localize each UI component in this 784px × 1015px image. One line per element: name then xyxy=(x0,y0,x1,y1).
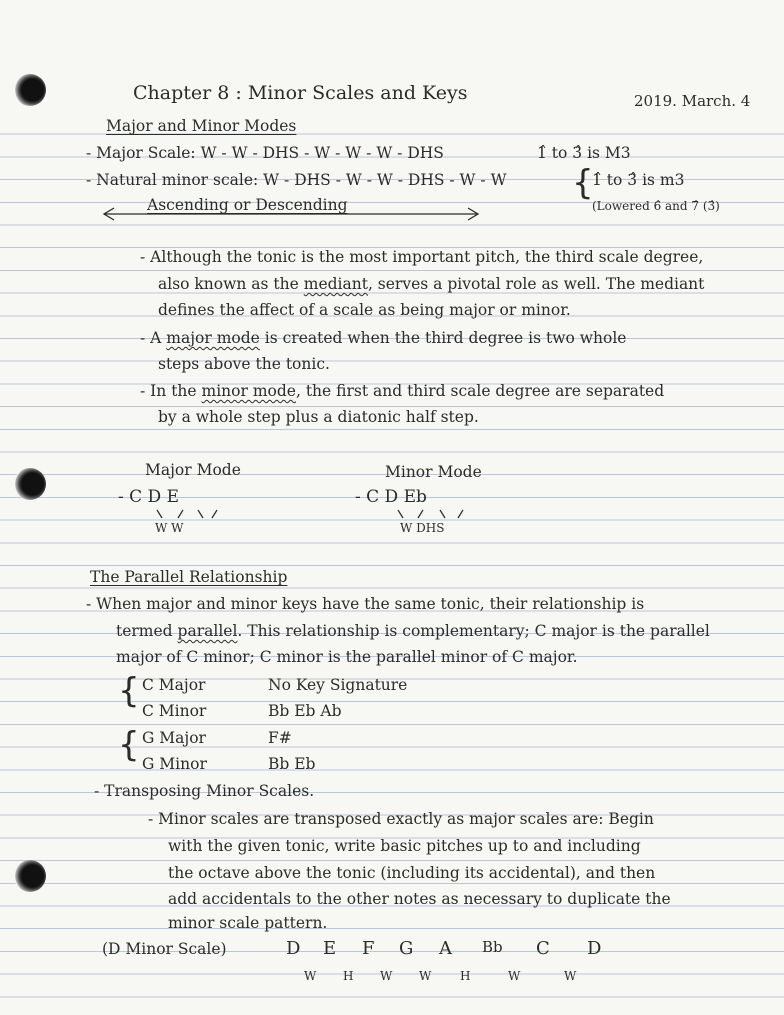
parallel-line1: - When major and minor keys have the same tonic, their relationship is xyxy=(86,595,645,613)
minor-third-note: 1̂ to 3̂ is m3 xyxy=(592,171,685,189)
transposing-line4: add accidentals to the other notes as necessary to duplicate the xyxy=(168,890,671,908)
key-signature: Bb Eb xyxy=(268,755,316,773)
mediant-term: mediant xyxy=(303,275,368,293)
major-mode-notes: - C D E xyxy=(118,487,180,507)
scale-pitch: D xyxy=(587,938,602,959)
scale-step: W xyxy=(380,969,393,983)
major-step-marks xyxy=(157,510,217,518)
parallel-term: parallel xyxy=(177,622,238,640)
minor-mode-note-text: - In the xyxy=(140,382,197,400)
parallel-line3: major of C minor; C minor is the parallel minor of C major. xyxy=(116,648,578,666)
scale-pitch: D xyxy=(286,938,301,959)
chapter-title: Chapter 8 : Minor Scales and Keys xyxy=(133,82,468,104)
key-name: G Major xyxy=(142,729,206,747)
scale-pitch: E xyxy=(323,938,337,959)
transposing-line5: minor scale pattern. xyxy=(168,914,328,932)
minor-mode-note-text-2: , the first and third scale degree are separated xyxy=(295,382,665,400)
example-label: (D Minor Scale) xyxy=(102,940,227,958)
transposing-line3: the octave above the tonic (including its accidental), and then xyxy=(168,864,656,882)
brace-icon: { xyxy=(118,671,140,711)
transposing-line2: with the given tonic, write basic pitches up to and including xyxy=(168,837,641,855)
scale-step: W xyxy=(564,969,577,983)
parallel-line2-text: termed xyxy=(116,622,173,640)
scale-step: H xyxy=(343,969,354,983)
key-name: C Minor xyxy=(142,702,207,720)
lowered-degrees-note: (Lowered 6̂ and 7̂ (3̂) xyxy=(592,199,720,213)
minor-mode-note-line2: by a whole step plus a diatonic half step. xyxy=(158,408,479,426)
transposing-line1: - Minor scales are transposed exactly as major scales are: Begin xyxy=(148,810,654,828)
major-mode-note-text-2: is created when the third degree is two whole xyxy=(264,329,627,347)
minor-mode-steps: W DHS xyxy=(400,521,445,535)
ascending-descending-label: Ascending or Descending xyxy=(147,196,348,214)
mediant-note-line2 xyxy=(158,277,704,293)
major-mode-term: major mode xyxy=(166,329,260,347)
minor-mode-note-line1 xyxy=(140,384,664,400)
major-mode-note-line1 xyxy=(140,331,626,347)
major-mode-note-line2: steps above the tonic. xyxy=(158,355,330,373)
key-signature: F# xyxy=(268,729,292,747)
scale-pitch: A xyxy=(439,938,452,959)
date: 2019. March. 4 xyxy=(634,92,751,110)
major-scale-formula: - Major Scale: W - W - DHS - W - W - W - DHS xyxy=(86,144,444,162)
major-mode-heading: Major Mode xyxy=(145,461,241,479)
scale-step: W xyxy=(508,969,521,983)
mediant-note-text-2: , serves a pivotal role as well. The mediant xyxy=(367,275,705,293)
scale-pitch: Bb xyxy=(482,938,503,956)
parallel-heading: The Parallel Relationship xyxy=(90,568,288,586)
scale-pitch: C xyxy=(536,938,550,959)
key-signature: Bb Eb Ab xyxy=(268,702,342,720)
scale-step: H xyxy=(460,969,471,983)
minor-step-marks xyxy=(398,510,463,518)
parallel-line2 xyxy=(116,624,710,640)
minor-mode-heading: Minor Mode xyxy=(385,463,482,481)
minor-mode-notes: - C D Eb xyxy=(355,487,427,507)
scale-step: W xyxy=(304,969,317,983)
key-name: G Minor xyxy=(142,755,207,773)
scale-pitch: F xyxy=(362,938,375,959)
mediant-note-line3: defines the affect of a scale as being major or minor. xyxy=(158,301,571,319)
mediant-note-line1: - Although the tonic is the most important pitch, the third scale degree, xyxy=(140,248,704,266)
brace-icon: { xyxy=(118,725,140,765)
transposing-heading: - Transposing Minor Scales. xyxy=(94,782,315,800)
scale-step: W xyxy=(419,969,432,983)
minor-scale-formula: - Natural minor scale: W - DHS - W - W - DHS - W - W xyxy=(86,171,507,189)
major-mode-note-text: - A xyxy=(140,329,162,347)
brace-icon: { xyxy=(572,163,594,203)
minor-mode-term: minor mode xyxy=(201,382,296,400)
section-heading-modes: Major and Minor Modes xyxy=(106,117,297,135)
key-name: C Major xyxy=(142,676,206,694)
major-third-note: 1̂ to 3̂ is M3 xyxy=(537,144,631,162)
major-mode-steps: W W xyxy=(155,521,184,535)
scale-pitch: G xyxy=(399,938,414,959)
mediant-note-text: also known as the xyxy=(158,275,299,293)
parallel-line2-text-2: . This relationship is complementary; C major is the parallel xyxy=(237,622,710,640)
key-signature: No Key Signature xyxy=(268,676,408,694)
